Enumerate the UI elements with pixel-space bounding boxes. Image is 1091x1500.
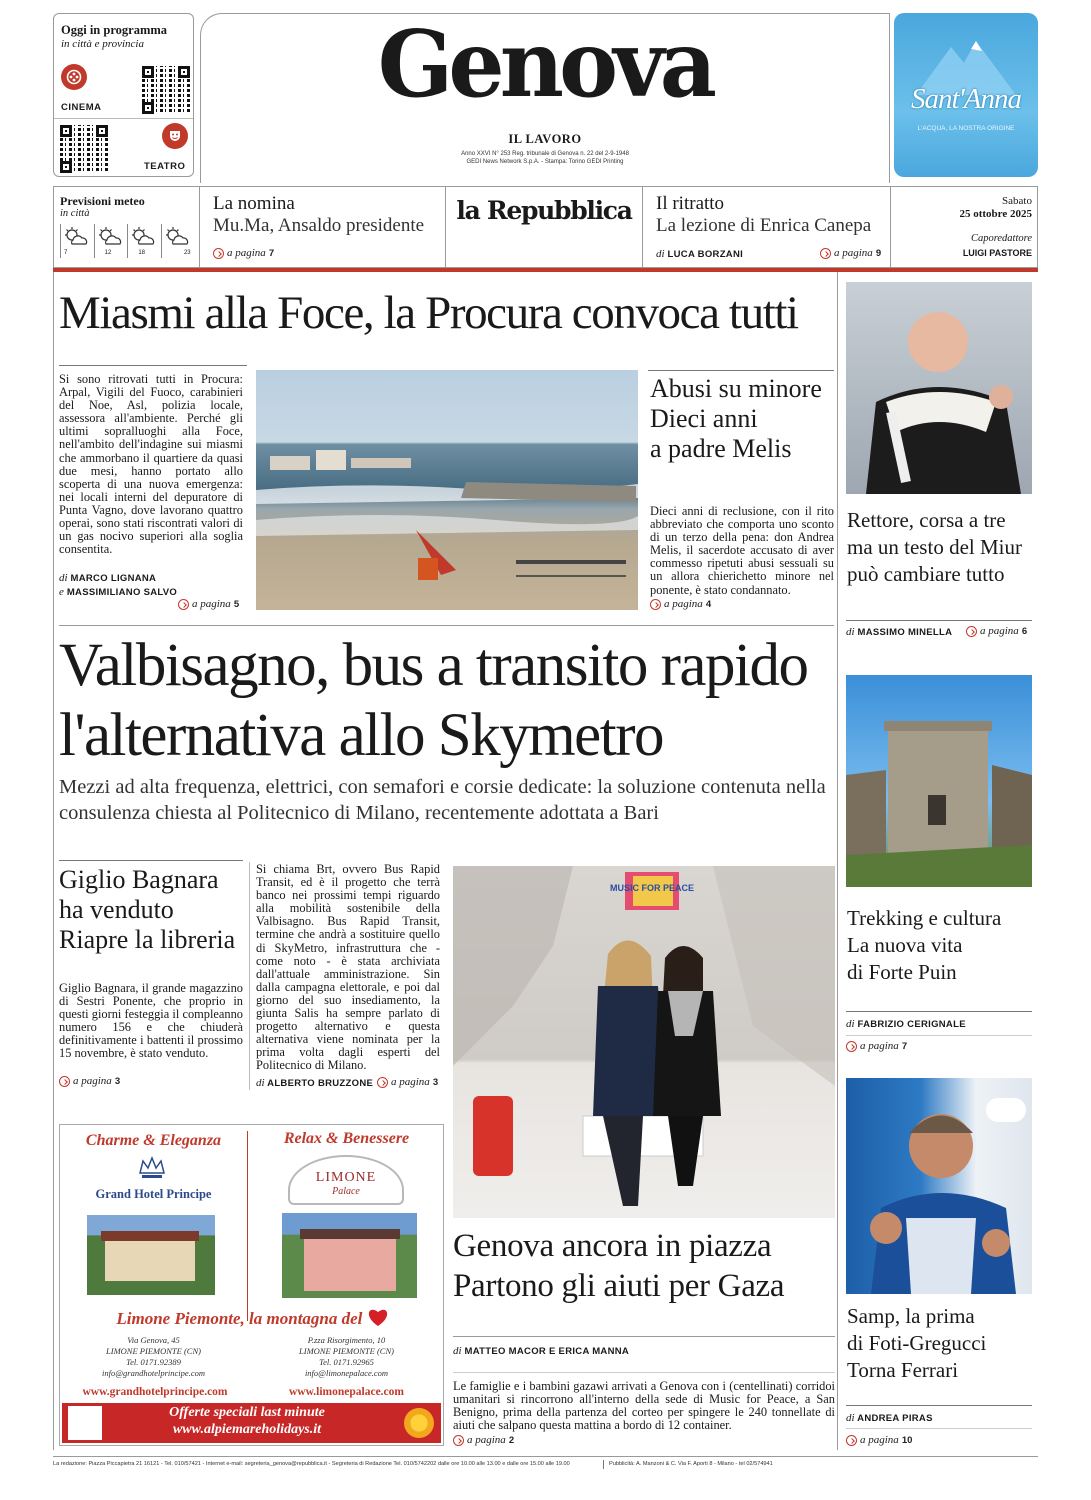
issue-day: Sabato (1002, 195, 1032, 207)
programma-box (53, 13, 194, 177)
author: ANDREA PIRAS (857, 1413, 933, 1424)
giglio-page-link[interactable] (59, 1075, 120, 1087)
page-label: a pagina (73, 1075, 112, 1087)
masthead-title: Genova (377, 10, 713, 118)
lead-body: Si sono ritrovati tutti in Procura: Arpal, Vigili del Fuoco, carabinieri del Noe, Asl, polizia locale, assessora all'ambiente. Perché gli ultimi sopralluoghi alla Foce, nell'ambito dell'indagine sui miasmi che ammorbano il quartiere da quasi due mesi, hanno portato allo scoperta di una nuova emergenza: nei locali interni del depuratore di Punta Vagno, dove lavorano quattro operai, sono stati riscontrati valori di un gas nocivo superiori alla soglia consentita. (59, 373, 243, 557)
meteo-strip (60, 224, 193, 258)
trekking-title-3[interactable]: di Forte Puin (847, 960, 957, 984)
samp-byline (846, 1412, 933, 1424)
page-number: 5 (233, 598, 240, 610)
lead-page-link[interactable] (178, 598, 239, 610)
nomina-page-link[interactable] (213, 247, 274, 259)
offer-banner[interactable] (62, 1403, 441, 1443)
masthead-meta-2: GEDI News Network S.p.A. - Stampa: Torino GEDI Printing (466, 159, 624, 165)
limone-palace-photo (282, 1213, 417, 1298)
meteo-hour: 12 (104, 250, 112, 256)
page-label: a pagina (467, 1434, 506, 1446)
rettore-photo (846, 282, 1032, 494)
teatro-icon[interactable] (162, 123, 188, 149)
page-number: 9 (875, 247, 882, 259)
by-prefix: di (256, 1077, 265, 1089)
page-number: 10 (901, 1434, 913, 1446)
arrow-right-icon (213, 248, 224, 259)
rettore-byline (846, 626, 952, 638)
samp-coach-photo (846, 1078, 1032, 1294)
lead-byline-1 (59, 572, 156, 584)
rettore-title-1[interactable]: Rettore, corsa a tre (847, 508, 1006, 532)
page-label: a pagina (664, 598, 703, 610)
gaza-body: Le famiglie e i bambini gazawi arrivati a Genova con i (centellinati) corridoi umanitari si rincorrono all'interno della sede di Music for Peace, a San Benigno, prima della partenza del corteo per spingere le 240 tonnellate di aiuti che salpano questa mattina a bordo di 12 container. (453, 1380, 835, 1433)
coach-scene (846, 1078, 1032, 1294)
abusi-page-link[interactable] (650, 598, 711, 610)
meteo-hour: 18 (138, 250, 145, 256)
gaza-rule (453, 1336, 835, 1337)
teatro-label: TEATRO (144, 161, 186, 172)
abusi-rule-top (648, 370, 834, 371)
ritratto-page-link[interactable] (820, 247, 881, 259)
arrow-right-icon (846, 1435, 857, 1446)
santanna-brand: Sant'Anna (911, 83, 1021, 115)
lead-headline[interactable]: Miasmi alla Foce, la Procura convoca tutti (59, 287, 798, 339)
page-number: 7 (268, 247, 275, 259)
santanna-tagline: L'ACQUA, LA NOSTRA ORIGINE (917, 125, 1015, 132)
editor-role: Caporedattore (970, 233, 1032, 244)
page-number: 6 (1021, 625, 1028, 637)
meteo-title: Previsioni meteo (60, 194, 145, 208)
trekking-title-2[interactable]: La nuova vita (847, 933, 963, 957)
foce-beach-photo (256, 370, 638, 610)
advert-left-address (60, 1335, 247, 1379)
offer-url: www.alpiemareholidays.it (172, 1422, 322, 1437)
abusi-title-2[interactable]: Dieci anni (650, 404, 758, 433)
address-line: P.zza Risorgimento, 10 (307, 1335, 386, 1345)
cinema-label: CINEMA (61, 102, 102, 113)
page-label: a pagina (980, 625, 1019, 637)
programma-subtitle: in città e provincia (61, 38, 144, 50)
footer-rule (53, 1456, 1038, 1457)
advert-right-title: Relax & Benessere (283, 1130, 410, 1147)
trekking-rule (846, 1011, 1032, 1012)
column-divider (249, 862, 250, 1090)
partly-sunny-icon (62, 226, 92, 248)
footer-pubblicita: Pubblicità: A. Manzoni & C. Via F. Aporti 8 - Milano - tel 02/574941 (609, 1461, 773, 1467)
author: MASSIMO MINELLA (857, 627, 953, 638)
advert-left-url[interactable]: www.grandhotelprincipe.com (82, 1386, 228, 1398)
crown-icon (137, 1155, 167, 1183)
address-line: Tel. 0171.92389 (126, 1357, 181, 1367)
sun-icon (404, 1408, 434, 1438)
page-label: a pagina (391, 1076, 430, 1088)
editor-name: LUIGI PASTORE (962, 248, 1032, 258)
forte-puin-photo (846, 675, 1032, 887)
fort-scene (846, 675, 1032, 887)
repubblica-logo: la Repubblica (456, 196, 632, 225)
gaza-byline (453, 1345, 629, 1357)
arrow-right-icon (966, 626, 977, 637)
arrow-right-icon (59, 1076, 70, 1087)
author: MASSIMILIANO SALVO (66, 587, 178, 598)
page-number: 4 (705, 598, 712, 610)
samp-rule (846, 1405, 1032, 1406)
meteo-slot (94, 224, 126, 258)
partly-sunny-icon (129, 226, 159, 248)
advert-right-address (248, 1335, 445, 1379)
meteo-slot (127, 224, 159, 258)
page-label: a pagina (860, 1434, 899, 1446)
rettore-title-2[interactable]: ma un testo del Miur (847, 535, 1022, 559)
by-prefix: di (846, 626, 855, 638)
by-prefix: di (59, 572, 68, 584)
programma-divider (54, 118, 193, 119)
cinema-qr-code[interactable] (142, 66, 190, 114)
samp-title-3[interactable]: Torna Ferrari (847, 1358, 959, 1382)
teatro-qr-code[interactable] (60, 125, 108, 173)
footer-divider (603, 1460, 604, 1469)
meteo-slot (161, 224, 193, 258)
main-headline-1[interactable]: Valbisagno, bus a transito rapido (59, 632, 808, 699)
topbar-divider-3 (642, 186, 643, 268)
author: FABRIZIO CERIGNALE (857, 1019, 966, 1030)
arrow-right-icon (377, 1077, 388, 1088)
ritratto-title[interactable]: La lezione di Enrica Canepa (656, 215, 872, 236)
offer-text: Offerte speciali last minute (169, 1405, 325, 1420)
by-and: e (59, 586, 64, 598)
ritratto-kicker[interactable]: Il ritratto (656, 193, 725, 214)
meteo-hour: 23 (183, 250, 191, 256)
programma-title: Oggi in programma (61, 23, 168, 37)
giglio-title-3[interactable]: Riapre la libreria (59, 925, 236, 954)
meteo-slot (60, 224, 92, 258)
trekking-rule-2 (846, 1035, 1032, 1036)
ritratto-byline (656, 248, 743, 260)
by-prefix: di (846, 1018, 855, 1030)
abusi-title-1[interactable]: Abusi su minore (650, 374, 822, 403)
arrow-right-icon (650, 599, 661, 610)
main-rule (59, 625, 834, 626)
arrow-right-icon (453, 1435, 464, 1446)
main-page-link[interactable] (377, 1076, 438, 1088)
address-line: LIMONE PIEMONTE (CN) (299, 1346, 394, 1356)
partly-sunny-icon (96, 226, 126, 248)
gaza-title-2[interactable]: Partono gli aiuti per Gaza (453, 1268, 785, 1304)
address-line: Via Genova, 45 (127, 1335, 180, 1345)
giglio-title-1[interactable]: Giglio Bagnara (59, 865, 219, 894)
page-number: 2 (508, 1434, 515, 1446)
samp-title-2[interactable]: di Foti-Gregucci (847, 1331, 987, 1355)
arrow-right-icon (846, 1041, 857, 1052)
masthead-meta-1: Anno XXVI N° 253 Reg. tribunale di Genova n. 22 del 2-9-1948 (461, 151, 629, 157)
hotel-principe-photo (87, 1215, 215, 1295)
offer-qr-code[interactable] (68, 1406, 102, 1440)
nomina-kicker[interactable]: La nomina (213, 193, 295, 214)
abusi-body: Dieci anni di reclusione, con il rito abbreviato che comporta uno sconto di un terzo della pena: don Andrea Melis, il sacerdote accusato di aver commesso ripetuti abusi sessuali su un allora chierichetto minore nel ponente, è stato condannato. (650, 505, 834, 597)
author: LUCA BORZANI (667, 249, 744, 260)
advert-center-line (247, 1131, 248, 1321)
advert-right-url[interactable]: www.limonepalace.com (289, 1386, 404, 1398)
main-deck: Mezzi ad alta frequenza, elettrici, con semafori e corsie dedicate: la soluzione contenuta nella consulenza chiesta al Politecnico di Milano, recentemente adottata a Bari (59, 776, 826, 824)
photo-sign-text: MUSIC FOR PEACE (609, 883, 695, 893)
cinema-icon[interactable] (61, 64, 87, 90)
gaza-title-1[interactable]: Genova ancora in piazza (453, 1228, 772, 1264)
issue-date: 25 ottobre 2025 (959, 208, 1032, 220)
main-body: Si chiama Brt, ovvero Bus Rapid Transit, ed è il progetto che terrà banco nei prossimi tempi riguardo alla mobilità sostenibile della Valbisagno. Bus Rapid Transit, termine che andrà a sostituire quello di SkyMetro, infrastruttura che - come noto - è stata archiviata dall'attuale amministrazione. Sin dalla campagna elettorale, e poi dal giorno del suo insediamento, la giunta Salis ha sempre parlato di progetto alternativo e questa alternativa viene nominata per la prima volta dagli esperti del Politecnico di Milano. (256, 863, 440, 1073)
santanna-ad[interactable] (894, 13, 1038, 177)
heart-icon (367, 1307, 389, 1327)
meteo-hour: 7 (64, 250, 68, 256)
advert-right-hotel-sub: Palace (332, 1186, 360, 1197)
gaza-scene (453, 866, 835, 1218)
hotel-advert[interactable] (59, 1124, 444, 1446)
arrow-right-icon (820, 248, 831, 259)
limone-logo (288, 1155, 404, 1205)
by-prefix: di (846, 1412, 855, 1424)
abusi-title-3[interactable]: a padre Melis (650, 434, 792, 463)
trekking-page-link[interactable] (846, 1040, 907, 1052)
main-byline (256, 1077, 373, 1089)
arrow-right-icon (178, 599, 189, 610)
page-label: a pagina (192, 598, 231, 610)
rettore-title-3[interactable]: può cambiare tutto (847, 562, 1005, 586)
topbar-divider-4 (890, 186, 891, 268)
gaza-page-link[interactable] (453, 1434, 514, 1446)
partly-sunny-icon (163, 226, 193, 248)
page-number: 3 (114, 1075, 121, 1087)
author: MARCO LIGNANA (70, 573, 157, 584)
lead-rule (59, 365, 247, 366)
rettore-page-link[interactable] (966, 625, 1027, 637)
lead-byline-2 (59, 586, 177, 598)
advert-slogan (60, 1307, 445, 1329)
masthead-subtitle: IL LAVORO (508, 132, 582, 146)
advert-slogan-text: Limone Piemonte, la montagna del (116, 1309, 363, 1328)
address-line: LIMONE PIEMONTE (CN) (106, 1346, 201, 1356)
address-line: info@limonepalace.com (304, 1368, 389, 1378)
page-label: a pagina (834, 247, 873, 259)
giglio-body: Giglio Bagnara, il grande magazzino di Sestri Ponente, che proprio in questi giorni festeggia il compleanno numero 156 e che chiuderà definitivamente i battenti il prossimo 15 novembre, è stato venduto. (59, 982, 243, 1061)
samp-title-1[interactable]: Samp, la prima (847, 1304, 975, 1328)
topbar-divider-1 (199, 186, 200, 268)
rettore-rule (846, 620, 1032, 621)
samp-rule-2 (846, 1428, 1032, 1429)
beach-scene (256, 370, 638, 610)
giglio-rule (59, 860, 243, 861)
main-headline-2[interactable]: l'alternativa allo Skymetro (59, 702, 664, 769)
meteo-subtitle: in città (60, 208, 90, 219)
page-number: 3 (432, 1076, 439, 1088)
trekking-title-1[interactable]: Trekking e cultura (847, 906, 1002, 930)
advert-left-hotel: Grand Hotel Principe (95, 1187, 212, 1201)
music-for-peace-photo (453, 866, 835, 1218)
rettore-scene (846, 282, 1032, 494)
nomina-title[interactable]: Mu.Ma, Ansaldo presidente (213, 215, 425, 236)
author: ALBERTO BRUZZONE (267, 1078, 374, 1089)
page-number: 7 (901, 1040, 908, 1052)
giglio-title-2[interactable]: ha venduto (59, 895, 174, 924)
samp-page-link[interactable] (846, 1434, 912, 1446)
address-line: info@grandhotelprincipe.com (102, 1368, 205, 1378)
author: MATTEO MACOR E ERICA MANNA (464, 1346, 630, 1357)
advert-right-hotel: LIMONE (315, 1170, 377, 1185)
address-line: Tel. 0171.92965 (319, 1357, 374, 1367)
page-label: a pagina (860, 1040, 899, 1052)
trekking-byline (846, 1018, 966, 1030)
gaza-rule-2 (453, 1372, 835, 1373)
page-label: a pagina (227, 247, 266, 259)
footer-redazione: La redazione: Piazza Piccapietra 21 16121 - Tel. 010/57421 - Internet e-mail: segreteria_genova@repubblica.it - Segreteria di Redazione Tel. 010/5742202 dalle ore 10.00 alle 13.00 e dalle ore 15.00 alle 19.00 (53, 1461, 570, 1467)
advert-left-title: Charme & Eleganza (85, 1132, 222, 1149)
by-prefix: di (453, 1345, 462, 1357)
by-prefix: di (656, 248, 665, 260)
